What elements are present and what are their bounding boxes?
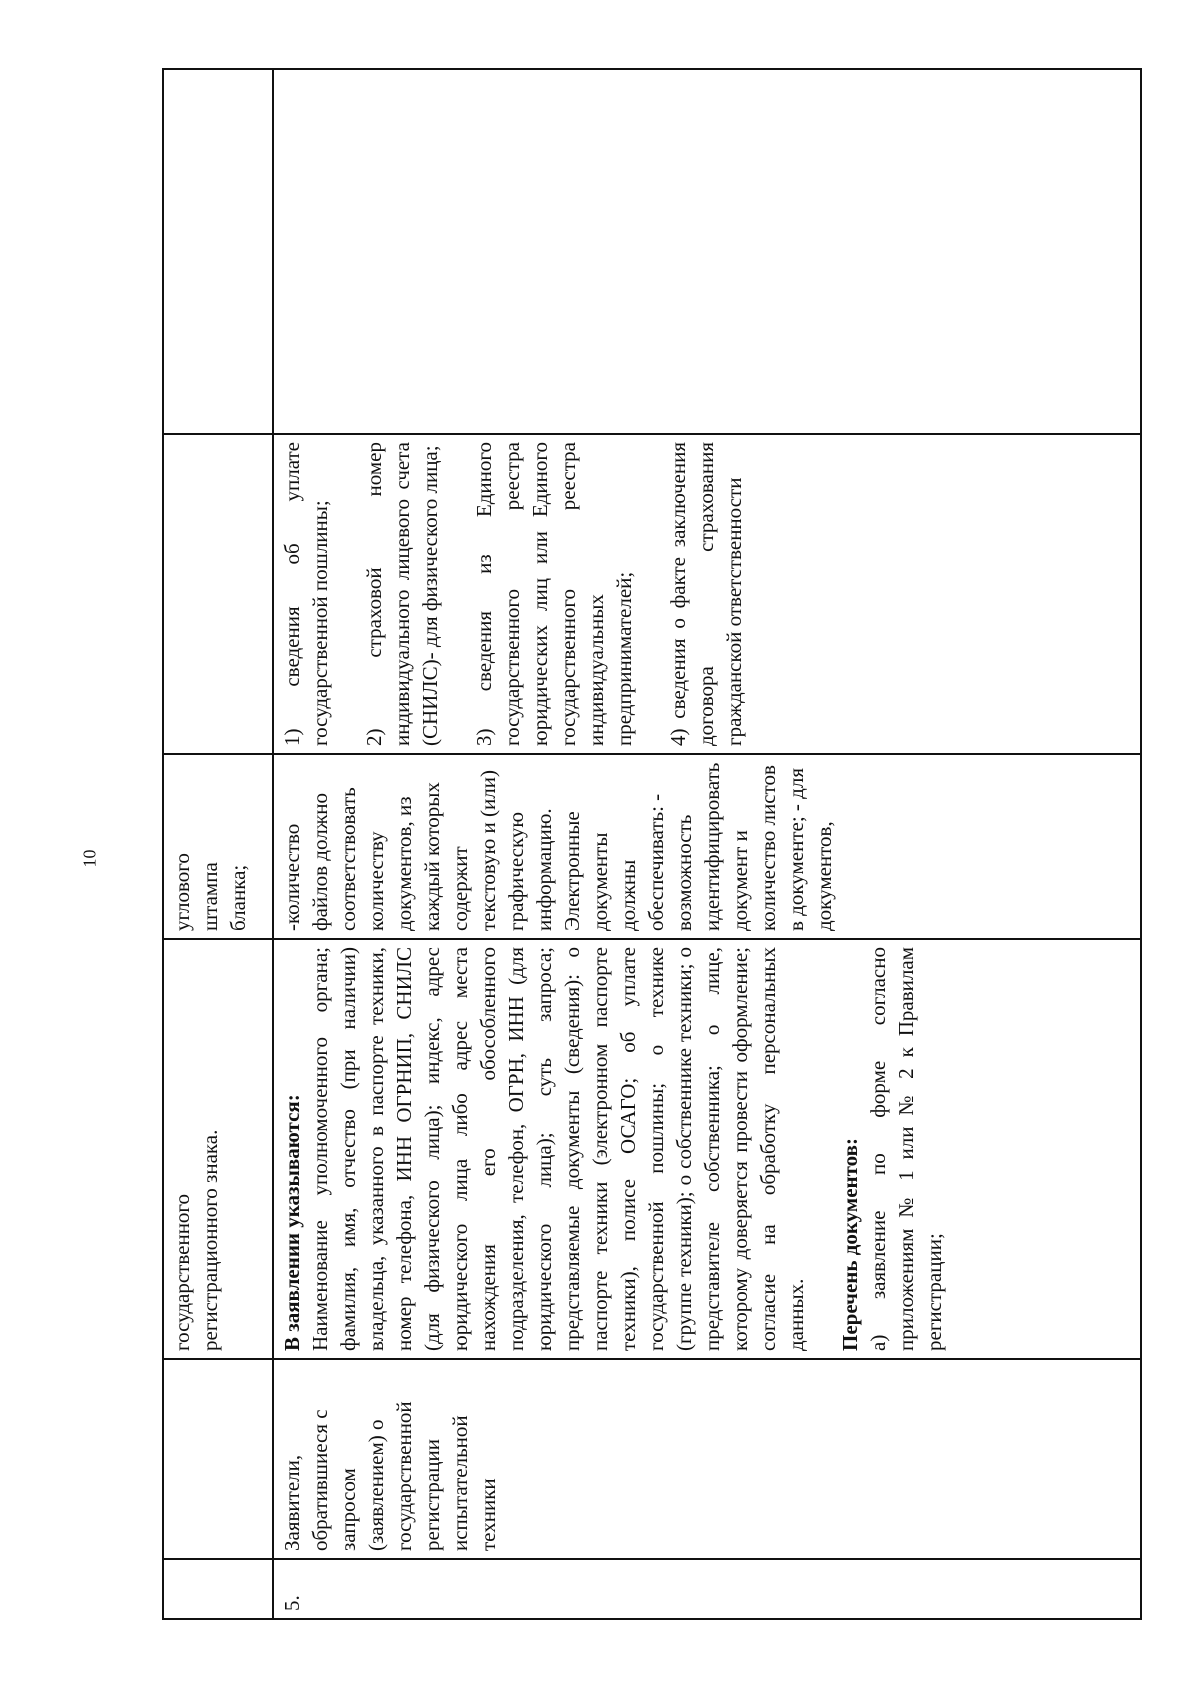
continued-line: штампа xyxy=(198,862,222,931)
cell-continued-stamp xyxy=(163,754,273,939)
cell-last-empty xyxy=(163,69,273,434)
requirements-table xyxy=(162,68,1142,1620)
statement-text: Наименование уполномоченного органа; фамилия, имя, отчество (при наличии) владельца, указанного в паспорте техники, номер телефона, ИНН ОГРНИП, СНИЛС (для физического лица); индекс, адрес юридического лица либо адрес места нахождения его обособленного подразделения, телефон, ОГРН, ИНН (для юридического лица); суть запроса; представляемые документы (сведения): о паспорте техники (электронном паспорте техники), полисе ОСАГО; об уплате государственной пошлины; о технике (группе техники); о собственнике техники; о представителе собственника; о лице, которому доверяется провести оформление; согласие на обработку персональных данных. xyxy=(308,947,808,1351)
interagency-item: 3) сведения из Единого государственного реестра юридических лиц или Единого государственного реестра индивидуальных предпринимателей; xyxy=(472,442,636,746)
table-row-continuation xyxy=(163,69,273,1619)
continued-line: государственного xyxy=(170,1193,194,1351)
interagency-item: 2) страховой номер индивидуального лицевого счета (СНИЛС)- для физического лица; xyxy=(362,442,442,746)
cell-interagency-empty xyxy=(163,434,273,754)
cell-row-number: 5. xyxy=(273,1559,1141,1619)
continued-line: бланка; xyxy=(226,864,250,931)
documents-text: а) заявление по форме согласно приложениям № 1 или № 2 к Правилам регистрации; xyxy=(866,947,946,1351)
rotated-page-content xyxy=(162,70,1142,1620)
cell-number-empty xyxy=(163,1559,273,1619)
cell-applicants: Заявители, обратившиеся с запросом (заявлением) о государственной регистрации испытательной техники xyxy=(273,1359,1141,1559)
interagency-item: 4) сведения о факте заключения договора страхования гражданской ответственности xyxy=(666,442,746,746)
cell-file-requirements: -количество файлов должно соответствовать количеству документов, из каждый которых содержит текстовую и (или) графическую информацию. Электронные документы должны обеспечивать: - возможность идентифицировать документ и количество листов в документе; - для документов, xyxy=(273,754,1141,939)
interagency-item: 1) сведения об уплате государственной пошлины; xyxy=(280,442,332,746)
statement-heading: В заявлении указываются: xyxy=(280,1094,304,1351)
cell-interagency-info xyxy=(273,434,1141,754)
cell-applicants-empty xyxy=(163,1359,273,1559)
cell-statement xyxy=(273,939,1141,1359)
documents-heading: Перечень документов: xyxy=(838,1138,862,1351)
table-row-5 xyxy=(273,69,1141,1619)
continued-line: углового xyxy=(170,853,194,931)
cell-last xyxy=(273,69,1141,434)
page-number: 10 xyxy=(79,849,100,868)
cell-continued-text xyxy=(163,939,273,1359)
continued-line: регистрационного знака. xyxy=(198,1129,222,1351)
